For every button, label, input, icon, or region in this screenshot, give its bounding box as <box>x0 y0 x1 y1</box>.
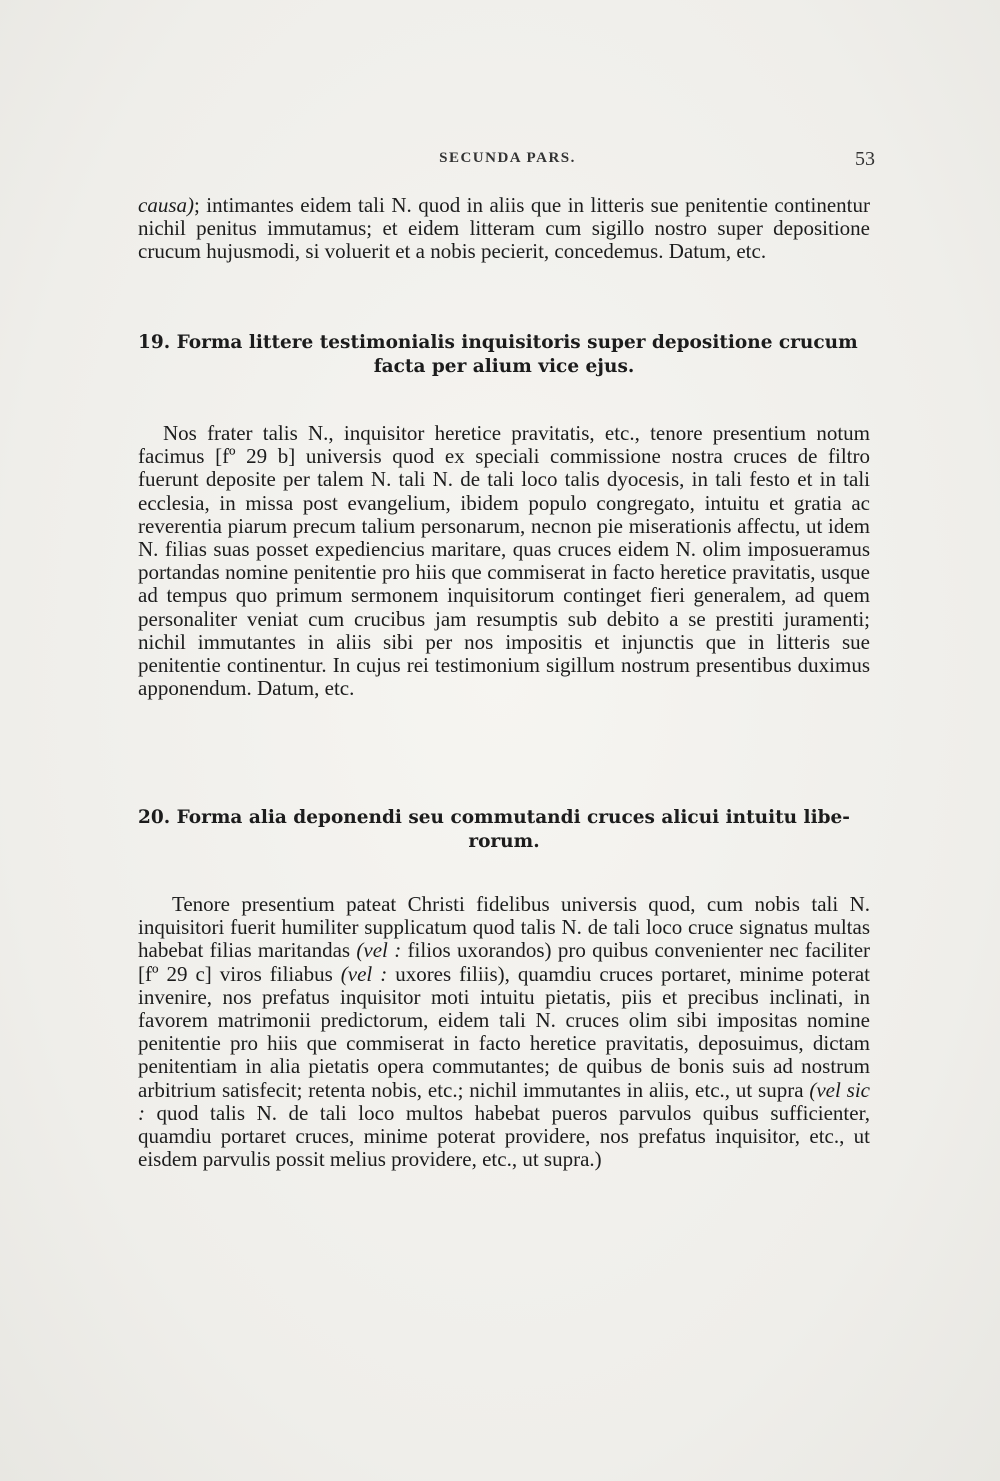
italic-vel-2: (vel : <box>340 961 388 986</box>
paragraph-continuation <box>138 194 870 264</box>
heading-line-1: 20. Forma alia deponendi seu commutandi cruces alicui intuitu libe- <box>138 807 850 828</box>
italic-lead: causa) <box>138 193 194 217</box>
section-heading-20 <box>138 806 870 854</box>
italic-vel-1: (vel : <box>356 938 402 963</box>
heading-line-2: rorum. <box>468 831 540 852</box>
paragraph-text-b: filios uxorandos) pro quibus convenienter nec faciliter [fº 29 c] viros filiabus <box>138 938 871 986</box>
heading-line-2: facta per alium vice ejus. <box>373 356 635 377</box>
paragraph-section-20 <box>138 893 870 1171</box>
italic-vel-sic: (vel sic : <box>138 1077 870 1125</box>
section-heading-19 <box>138 331 870 379</box>
paragraph-text: Nos frater talis N., inquisitor heretice pravitatis, etc., tenore presentium notum facimus [fº 29 b] universis quod ex speciali commissione nostra cruces de filtro fuerunt deposite per talem N. tali N. de tali loco talis dyocesis, in tali festo et in tali ecclesia, in missa post evangelium, ibidem populo congregato, intuitu et gratia ac reverentia piarum precum talium personarum, necnon pie miserationis affectu, ut idem N. filias suas posset expediencius maritare, quas cruces eidem N. olim imposueramus portandas nomine penitentie pro hiis que commiserat in facto heretice pravitatis, usque ad tempus quo primum sermonem inquisitorum continget fieri generalem, ad quem personaliter veniat cum crucibus jam resumptis sub debito a se prestiti juramenti; nichil immutantes in aliis sibi per nos impositis et injunctis que in litteris sue penitentie continentur. In cujus rei testimonium sigillum nostrum presentibus duximus apponendum. Datum, etc. <box>138 421 870 701</box>
paragraph-text-c: uxores filiis), quamdiu cruces portaret, minime poterat invenire, nos prefatus inquisitor moti intuitu pietatis, piis et precibus inclinati, in favorem matrimonii predictorum, eidem tali N. cruces olim sibi impositas nomine penitentie pro hiis que commiserat in facto heretice pravitatis, deposuimus, dictam penitentiam in alia pietatis opera commutantes; de quibus de bonis suis ad nostrum arbitrium satisfecit; retenta nobis, etc.; nichil immutantes in aliis, etc., ut supra <box>138 961 870 1102</box>
paragraph-section-19 <box>138 422 870 700</box>
paragraph-text-d: quod talis N. de tali loco multos habebat pueros parvulos quibus sufficienter, quamdiu portaret cruces, minime poterat providere, nos prefatus inquisitor, etc., ut eisdem parvulis possit melius providere, etc., ut supra.) <box>138 1100 870 1172</box>
paragraph-text-a: Tenore presentium pateat Christi fidelibus universis quod, cum nobis tali N. inquisitori fuerit humiliter supplicatum quod talis N. de tali loco cruce signatus multas habebat filias maritandas <box>138 892 870 963</box>
paragraph-text: ; intimantes eidem tali N. quod in aliis que in litteris sue penitentie continentur nichil penitus immutamus; et eidem litteram cum sigillo nostro super depositione crucum hujusmodi, si voluerit et a nobis pecierit, concedemus. Datum, etc. <box>138 193 870 264</box>
page-number: 53 <box>855 148 875 170</box>
running-head <box>140 150 875 178</box>
running-title: SECUNDA PARS. <box>439 150 576 166</box>
heading-line-1: 19. Forma littere testimonialis inquisitoris super depositione crucum <box>138 332 858 353</box>
